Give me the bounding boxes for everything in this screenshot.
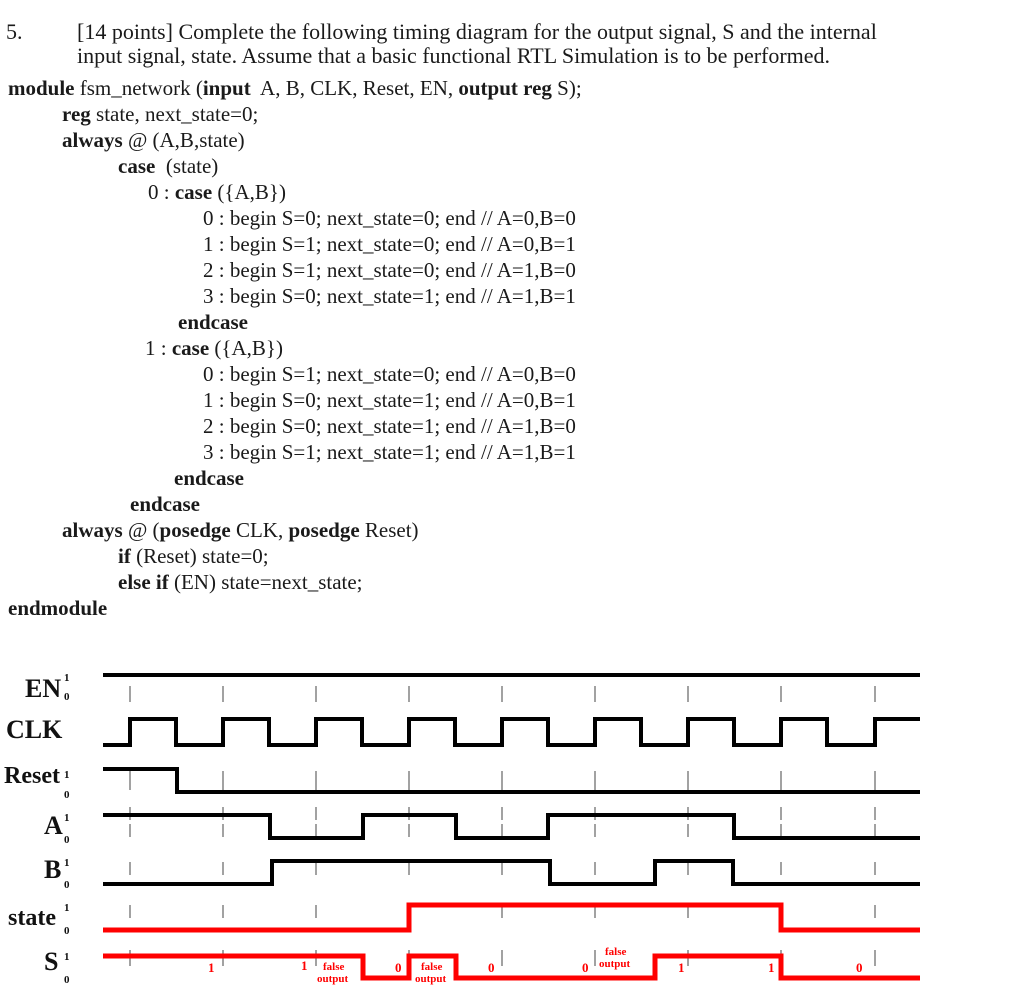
problem-number: 5. bbox=[6, 19, 23, 44]
code-endcase-2: endcase bbox=[174, 466, 244, 490]
level-high-b: 1 bbox=[64, 857, 70, 869]
code-always-comb-line: always @ (A,B,state) bbox=[62, 128, 245, 152]
code-case1-header: 1 : case ({A,B}) bbox=[145, 336, 283, 360]
code-if-line: if (Reset) state=0; bbox=[118, 544, 269, 568]
code-case0-line-0: 0 : begin S=0; next_state=0; end // A=0,B=0 bbox=[203, 206, 576, 230]
s-value-label: 1 bbox=[678, 960, 685, 975]
code-case0-header: 0 : case ({A,B}) bbox=[148, 180, 286, 204]
level-low-reset: 0 bbox=[64, 789, 70, 801]
s-value-label: 0 bbox=[488, 960, 495, 975]
false-output-note: false bbox=[323, 961, 345, 973]
wave-s bbox=[103, 956, 920, 978]
s-value-label: 1 bbox=[208, 960, 215, 975]
problem-text-line1: [14 points] Complete the following timing diagram for the output signal, S and the internal bbox=[77, 19, 877, 44]
level-high-state: 1 bbox=[64, 902, 70, 914]
code-case0-line-1: 1 : begin S=1; next_state=0; end // A=0,B=1 bbox=[203, 232, 576, 256]
wave-clk bbox=[103, 719, 920, 745]
label-s: S bbox=[44, 947, 59, 976]
label-reset: Reset bbox=[4, 763, 60, 789]
waveforms bbox=[103, 675, 920, 978]
code-case1-line-1: 1 : begin S=0; next_state=1; end // A=0,B=1 bbox=[203, 388, 576, 412]
wave-reset bbox=[103, 769, 920, 792]
code-case0-line-3: 3 : begin S=0; next_state=1; end // A=1,B=1 bbox=[203, 284, 576, 308]
label-state: state bbox=[8, 905, 56, 931]
wave-b bbox=[103, 861, 920, 884]
s-value-label: 0 bbox=[582, 960, 589, 975]
keyword-module: module bbox=[8, 76, 75, 100]
false-output-note: false bbox=[421, 961, 443, 973]
level-low-s: 0 bbox=[64, 974, 70, 986]
false-output-note: output bbox=[599, 958, 631, 970]
code-endcase-1: endcase bbox=[178, 310, 248, 334]
s-value-label: 0 bbox=[856, 960, 863, 975]
s-value-label: 1 bbox=[768, 960, 775, 975]
signal-labels bbox=[4, 672, 70, 986]
code-case1-line-0: 0 : begin S=1; next_state=0; end // A=0,B=0 bbox=[203, 362, 576, 386]
code-case-state-line: case (state) bbox=[118, 154, 219, 178]
keyword-input: input bbox=[202, 76, 251, 100]
s-value-label: 0 bbox=[395, 960, 402, 975]
level-high-en: 1 bbox=[64, 672, 70, 684]
level-low-state: 0 bbox=[64, 925, 70, 937]
code-module-line: module fsm_network (input A, B, CLK, Reset, EN, output reg S); bbox=[8, 76, 582, 100]
false-output-note: output bbox=[415, 973, 447, 985]
code-case1-line-2: 2 : begin S=0; next_state=1; end // A=1,B=0 bbox=[203, 414, 576, 438]
code-endcase-3: endcase bbox=[130, 492, 200, 516]
wave-state bbox=[103, 905, 920, 930]
false-output-note: output bbox=[317, 973, 349, 985]
level-low-en: 0 bbox=[64, 691, 70, 703]
s-value-label: 1 bbox=[301, 958, 308, 973]
code-always-seq-line: always @ (posedge CLK, posedge Reset) bbox=[62, 518, 419, 542]
label-b: B bbox=[44, 855, 62, 884]
false-output-note: false bbox=[605, 946, 627, 958]
label-a: A bbox=[44, 811, 63, 840]
level-low-a: 0 bbox=[64, 834, 70, 846]
keyword-output-reg: output reg bbox=[458, 76, 552, 100]
wave-a bbox=[103, 815, 920, 838]
level-high-reset: 1 bbox=[64, 769, 70, 781]
label-en: EN bbox=[25, 674, 62, 703]
level-low-b: 0 bbox=[64, 879, 70, 891]
code-reg-line: reg state, next_state=0; bbox=[62, 102, 259, 126]
code-case1-line-3: 3 : begin S=1; next_state=1; end // A=1,B=1 bbox=[203, 440, 576, 464]
label-clk: CLK bbox=[6, 715, 63, 744]
code-else-line: else if (EN) state=next_state; bbox=[118, 570, 363, 594]
level-high-s: 1 bbox=[64, 951, 70, 963]
code-case0-line-2: 2 : begin S=1; next_state=0; end // A=1,B=0 bbox=[203, 258, 576, 282]
code-endmodule: endmodule bbox=[8, 596, 108, 620]
level-high-a: 1 bbox=[64, 812, 70, 824]
problem-text-line2: input signal, state. Assume that a basic functional RTL Simulation is to be performed. bbox=[77, 43, 831, 68]
